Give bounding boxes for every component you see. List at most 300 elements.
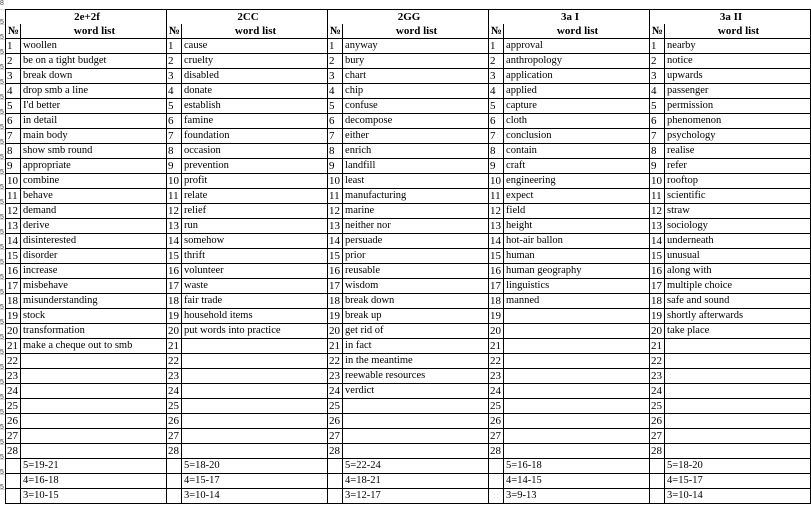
row-number-cell[interactable]: 15 [328, 249, 343, 264]
row-number-cell[interactable]: 22 [167, 354, 182, 369]
group-code-cell[interactable]: 3a II [650, 10, 811, 25]
row-number-cell[interactable]: 27 [489, 429, 504, 444]
word-cell[interactable]: put words into practice [182, 324, 328, 339]
word-cell[interactable]: in fact [343, 339, 489, 354]
row-number-cell[interactable]: 19 [328, 309, 343, 324]
word-cell[interactable] [665, 414, 811, 429]
row-number-cell[interactable]: 10 [167, 174, 182, 189]
row-number-cell[interactable]: 9 [167, 159, 182, 174]
row-number-cell[interactable]: 5 [650, 99, 665, 114]
row-number-cell[interactable]: 7 [650, 129, 665, 144]
word-cell[interactable]: break down [21, 69, 167, 84]
word-cell[interactable]: chart [343, 69, 489, 84]
gutter-row-marker[interactable]: 5 [0, 484, 4, 491]
row-number-cell[interactable]: 18 [328, 294, 343, 309]
grade-range-cell[interactable]: 5=16-18 [504, 459, 650, 474]
row-number-cell[interactable]: 20 [167, 324, 182, 339]
word-cell[interactable]: safe and sound [665, 294, 811, 309]
word-cell[interactable]: field [504, 204, 650, 219]
word-cell[interactable] [504, 309, 650, 324]
gutter-row-marker[interactable]: 5 [0, 424, 4, 431]
word-cell[interactable]: rooftop [665, 174, 811, 189]
row-number-cell[interactable]: 7 [489, 129, 504, 144]
gutter-row-marker[interactable]: 5 [0, 34, 4, 41]
gutter-row-marker[interactable]: 8 [0, 0, 4, 7]
gutter-row-marker[interactable]: 5 [0, 364, 4, 371]
row-number-cell[interactable]: 10 [328, 174, 343, 189]
row-number-cell[interactable]: 15 [167, 249, 182, 264]
grade-range-cell[interactable]: 5=22-24 [343, 459, 489, 474]
empty-cell[interactable] [489, 474, 504, 489]
word-cell[interactable] [21, 384, 167, 399]
word-cell[interactable]: bury [343, 54, 489, 69]
gutter-row-marker[interactable]: 5 [0, 274, 4, 281]
row-number-cell[interactable]: 28 [489, 444, 504, 459]
row-number-cell[interactable]: 11 [489, 189, 504, 204]
row-number-cell[interactable]: 24 [328, 384, 343, 399]
row-number-cell[interactable]: 11 [167, 189, 182, 204]
row-number-cell[interactable]: 8 [650, 144, 665, 159]
word-cell[interactable] [665, 429, 811, 444]
row-number-cell[interactable]: 5 [489, 99, 504, 114]
gutter-row-marker[interactable]: 5 [0, 304, 4, 311]
word-cell[interactable]: take place [665, 324, 811, 339]
row-number-cell[interactable]: 6 [6, 114, 21, 129]
word-cell[interactable]: anthropology [504, 54, 650, 69]
gutter-row-marker[interactable]: 5 [0, 439, 4, 446]
row-number-cell[interactable]: 22 [328, 354, 343, 369]
gutter-row-marker[interactable]: 5 [0, 79, 4, 86]
row-number-cell[interactable]: 25 [6, 399, 21, 414]
word-cell[interactable] [21, 369, 167, 384]
word-cell[interactable]: multiple choice [665, 279, 811, 294]
row-number-cell[interactable]: 3 [650, 69, 665, 84]
gutter-row-marker[interactable]: 5 [0, 154, 4, 161]
word-cell[interactable] [504, 429, 650, 444]
row-number-cell[interactable]: 27 [650, 429, 665, 444]
word-cell[interactable]: manned [504, 294, 650, 309]
gutter-row-marker[interactable]: 5 [0, 229, 4, 236]
word-cell[interactable]: enrich [343, 144, 489, 159]
word-cell[interactable]: misunderstanding [21, 294, 167, 309]
word-cell[interactable]: demand [21, 204, 167, 219]
row-number-cell[interactable]: 26 [167, 414, 182, 429]
word-cell[interactable] [182, 354, 328, 369]
row-number-cell[interactable]: 2 [650, 54, 665, 69]
word-cell[interactable]: upwards [665, 69, 811, 84]
gutter-row-marker[interactable]: 5 [0, 169, 4, 176]
word-cell[interactable]: capture [504, 99, 650, 114]
empty-cell[interactable] [650, 459, 665, 474]
group-code-cell[interactable]: 3a I [489, 10, 650, 25]
row-number-cell[interactable]: 20 [328, 324, 343, 339]
empty-cell[interactable] [6, 489, 21, 504]
row-number-cell[interactable]: 24 [650, 384, 665, 399]
empty-cell[interactable] [489, 459, 504, 474]
row-number-cell[interactable]: 3 [6, 69, 21, 84]
word-cell[interactable] [343, 399, 489, 414]
word-cell[interactable]: craft [504, 159, 650, 174]
grade-range-cell[interactable]: 3=10-15 [21, 489, 167, 504]
row-number-cell[interactable]: 14 [6, 234, 21, 249]
row-number-cell[interactable]: 23 [650, 369, 665, 384]
row-number-cell[interactable]: 2 [167, 54, 182, 69]
word-cell[interactable]: run [182, 219, 328, 234]
grade-range-cell[interactable]: 4=15-17 [182, 474, 328, 489]
word-cell[interactable]: fair trade [182, 294, 328, 309]
row-number-cell[interactable]: 21 [6, 339, 21, 354]
word-cell[interactable] [665, 444, 811, 459]
grade-range-cell[interactable]: 3=12-17 [343, 489, 489, 504]
word-cell[interactable]: get rid of [343, 324, 489, 339]
row-number-cell[interactable]: 14 [328, 234, 343, 249]
empty-cell[interactable] [167, 489, 182, 504]
row-number-cell[interactable]: 4 [650, 84, 665, 99]
word-cell[interactable] [665, 384, 811, 399]
row-number-cell[interactable]: 8 [328, 144, 343, 159]
word-cell[interactable]: approval [504, 39, 650, 54]
word-cell[interactable]: psychology [665, 129, 811, 144]
row-number-cell[interactable]: 26 [328, 414, 343, 429]
row-number-cell[interactable]: 3 [489, 69, 504, 84]
group-code-cell[interactable]: 2e+2f [6, 10, 167, 25]
number-header-cell[interactable]: № [328, 24, 343, 39]
grade-range-cell[interactable]: 4=14-15 [504, 474, 650, 489]
empty-cell[interactable] [650, 489, 665, 504]
row-number-cell[interactable]: 9 [328, 159, 343, 174]
word-cell[interactable] [182, 369, 328, 384]
word-cell[interactable]: human geography [504, 264, 650, 279]
word-cell[interactable] [182, 429, 328, 444]
word-cell[interactable] [182, 444, 328, 459]
row-number-cell[interactable]: 23 [6, 369, 21, 384]
gutter-row-marker[interactable]: 5 [0, 199, 4, 206]
word-cell[interactable] [21, 444, 167, 459]
row-number-cell[interactable]: 21 [167, 339, 182, 354]
word-cell[interactable] [504, 339, 650, 354]
grade-range-cell[interactable]: 5=18-20 [665, 459, 811, 474]
row-number-cell[interactable]: 6 [489, 114, 504, 129]
row-number-cell[interactable]: 17 [650, 279, 665, 294]
word-cell[interactable]: wisdom [343, 279, 489, 294]
row-number-cell[interactable]: 28 [328, 444, 343, 459]
gutter-row-marker[interactable]: 5 [0, 64, 4, 71]
word-cell[interactable]: relate [182, 189, 328, 204]
row-number-cell[interactable]: 18 [6, 294, 21, 309]
gutter-row-marker[interactable]: 5 [0, 454, 4, 461]
grade-range-cell[interactable]: 4=16-18 [21, 474, 167, 489]
word-cell[interactable]: phenomenon [665, 114, 811, 129]
word-cell[interactable]: application [504, 69, 650, 84]
empty-cell[interactable] [328, 459, 343, 474]
row-number-cell[interactable]: 14 [167, 234, 182, 249]
word-cell[interactable] [343, 414, 489, 429]
row-number-cell[interactable]: 28 [650, 444, 665, 459]
row-number-cell[interactable]: 11 [650, 189, 665, 204]
row-number-cell[interactable]: 10 [650, 174, 665, 189]
row-number-cell[interactable]: 21 [328, 339, 343, 354]
word-cell[interactable]: break up [343, 309, 489, 324]
row-number-cell[interactable]: 4 [167, 84, 182, 99]
word-cell[interactable]: increase [21, 264, 167, 279]
word-cell[interactable] [182, 414, 328, 429]
word-cell[interactable] [504, 444, 650, 459]
empty-cell[interactable] [6, 474, 21, 489]
word-cell[interactable]: reewable resources [343, 369, 489, 384]
word-cell[interactable] [665, 354, 811, 369]
row-number-cell[interactable]: 1 [6, 39, 21, 54]
empty-cell[interactable] [167, 459, 182, 474]
row-number-cell[interactable]: 11 [328, 189, 343, 204]
row-number-cell[interactable]: 9 [489, 159, 504, 174]
row-number-cell[interactable]: 1 [650, 39, 665, 54]
word-cell[interactable]: volunteer [182, 264, 328, 279]
word-cell[interactable]: stock [21, 309, 167, 324]
word-cell[interactable] [504, 414, 650, 429]
row-number-cell[interactable]: 17 [6, 279, 21, 294]
word-cell[interactable]: occasion [182, 144, 328, 159]
word-cell[interactable]: underneath [665, 234, 811, 249]
row-number-cell[interactable]: 15 [6, 249, 21, 264]
row-number-cell[interactable]: 7 [6, 129, 21, 144]
row-number-cell[interactable]: 23 [167, 369, 182, 384]
row-number-cell[interactable]: 16 [167, 264, 182, 279]
word-cell[interactable]: nearby [665, 39, 811, 54]
row-number-cell[interactable]: 16 [328, 264, 343, 279]
row-number-cell[interactable]: 24 [6, 384, 21, 399]
word-cell[interactable] [504, 369, 650, 384]
row-number-cell[interactable]: 7 [328, 129, 343, 144]
word-cell[interactable] [21, 429, 167, 444]
word-cell[interactable] [21, 354, 167, 369]
row-number-cell[interactable]: 23 [328, 369, 343, 384]
gutter-row-marker[interactable]: 5 [0, 139, 4, 146]
word-cell[interactable]: applied [504, 84, 650, 99]
gutter-row-marker[interactable]: 5 [0, 334, 4, 341]
row-number-cell[interactable]: 18 [167, 294, 182, 309]
word-cell[interactable]: be on a tight budget [21, 54, 167, 69]
word-cell[interactable]: either [343, 129, 489, 144]
word-cell[interactable] [504, 354, 650, 369]
gutter-row-marker[interactable]: 5 [0, 349, 4, 356]
row-number-cell[interactable]: 4 [6, 84, 21, 99]
word-cell[interactable] [182, 399, 328, 414]
row-number-cell[interactable]: 19 [167, 309, 182, 324]
row-number-cell[interactable]: 6 [650, 114, 665, 129]
grade-range-cell[interactable]: 5=19-21 [21, 459, 167, 474]
gutter-row-marker[interactable]: 5 [0, 469, 4, 476]
row-number-cell[interactable]: 22 [489, 354, 504, 369]
empty-cell[interactable] [328, 489, 343, 504]
word-cell[interactable]: main body [21, 129, 167, 144]
word-cell[interactable]: neither nor [343, 219, 489, 234]
row-number-cell[interactable]: 23 [489, 369, 504, 384]
row-number-cell[interactable]: 12 [167, 204, 182, 219]
row-number-cell[interactable]: 9 [650, 159, 665, 174]
row-number-cell[interactable]: 13 [650, 219, 665, 234]
number-header-cell[interactable]: № [650, 24, 665, 39]
row-number-cell[interactable]: 6 [167, 114, 182, 129]
row-number-cell[interactable]: 20 [489, 324, 504, 339]
word-cell[interactable]: realise [665, 144, 811, 159]
row-number-cell[interactable]: 19 [489, 309, 504, 324]
word-cell[interactable]: engineering [504, 174, 650, 189]
word-cell[interactable] [182, 384, 328, 399]
row-number-cell[interactable]: 13 [167, 219, 182, 234]
gutter-row-marker[interactable]: 5 [0, 319, 4, 326]
row-number-cell[interactable]: 15 [489, 249, 504, 264]
row-number-cell[interactable]: 7 [167, 129, 182, 144]
row-number-cell[interactable]: 19 [6, 309, 21, 324]
word-cell[interactable]: shortly afterwards [665, 309, 811, 324]
word-cell[interactable]: profit [182, 174, 328, 189]
row-number-cell[interactable]: 13 [489, 219, 504, 234]
word-list-header-cell[interactable]: word list [665, 24, 811, 39]
row-number-cell[interactable]: 25 [167, 399, 182, 414]
word-cell[interactable]: contain [504, 144, 650, 159]
word-cell[interactable]: marine [343, 204, 489, 219]
word-cell[interactable] [343, 444, 489, 459]
empty-cell[interactable] [6, 459, 21, 474]
word-cell[interactable]: refer [665, 159, 811, 174]
row-number-cell[interactable]: 16 [650, 264, 665, 279]
row-number-cell[interactable]: 12 [6, 204, 21, 219]
row-number-cell[interactable]: 22 [650, 354, 665, 369]
word-cell[interactable]: woollen [21, 39, 167, 54]
word-cell[interactable]: disabled [182, 69, 328, 84]
row-number-cell[interactable]: 18 [489, 294, 504, 309]
word-cell[interactable]: foundation [182, 129, 328, 144]
row-number-cell[interactable]: 13 [6, 219, 21, 234]
row-number-cell[interactable]: 26 [6, 414, 21, 429]
row-number-cell[interactable]: 20 [650, 324, 665, 339]
gutter-row-marker[interactable]: 5 [0, 124, 4, 131]
gutter-row-marker[interactable]: 5 [0, 214, 4, 221]
gutter-row-marker[interactable]: 5 [0, 289, 4, 296]
row-number-cell[interactable]: 25 [650, 399, 665, 414]
word-cell[interactable]: scientific [665, 189, 811, 204]
gutter-row-marker[interactable]: 5 [0, 49, 4, 56]
word-list-header-cell[interactable]: word list [343, 24, 489, 39]
row-number-cell[interactable]: 17 [328, 279, 343, 294]
word-cell[interactable]: transformation [21, 324, 167, 339]
word-cell[interactable]: verdict [343, 384, 489, 399]
word-cell[interactable]: cruelty [182, 54, 328, 69]
word-cell[interactable]: disinterested [21, 234, 167, 249]
row-number-cell[interactable]: 25 [489, 399, 504, 414]
word-cell[interactable]: donate [182, 84, 328, 99]
word-cell[interactable]: make a cheque out to smb [21, 339, 167, 354]
word-cell[interactable]: disorder [21, 249, 167, 264]
word-list-header-cell[interactable]: word list [21, 24, 167, 39]
gutter-row-marker[interactable]: 5 [0, 184, 4, 191]
word-cell[interactable]: reusable [343, 264, 489, 279]
row-number-cell[interactable]: 4 [489, 84, 504, 99]
word-cell[interactable]: along with [665, 264, 811, 279]
row-number-cell[interactable]: 1 [328, 39, 343, 54]
word-cell[interactable] [665, 339, 811, 354]
row-number-cell[interactable]: 13 [328, 219, 343, 234]
row-number-cell[interactable]: 5 [6, 99, 21, 114]
word-list-header-cell[interactable]: word list [182, 24, 328, 39]
row-number-cell[interactable]: 27 [167, 429, 182, 444]
word-cell[interactable]: break down [343, 294, 489, 309]
row-number-cell[interactable]: 16 [489, 264, 504, 279]
word-cell[interactable] [665, 369, 811, 384]
word-cell[interactable]: notice [665, 54, 811, 69]
word-cell[interactable]: somehow [182, 234, 328, 249]
row-number-cell[interactable]: 12 [328, 204, 343, 219]
word-cell[interactable]: waste [182, 279, 328, 294]
row-number-cell[interactable]: 27 [6, 429, 21, 444]
word-cell[interactable]: establish [182, 99, 328, 114]
word-cell[interactable]: relief [182, 204, 328, 219]
word-cell[interactable] [665, 399, 811, 414]
grade-range-cell[interactable]: 4=18-21 [343, 474, 489, 489]
row-number-cell[interactable]: 17 [167, 279, 182, 294]
word-cell[interactable]: show smb round [21, 144, 167, 159]
word-cell[interactable]: in detail [21, 114, 167, 129]
row-number-cell[interactable]: 25 [328, 399, 343, 414]
grade-range-cell[interactable]: 4=15-17 [665, 474, 811, 489]
grade-range-cell[interactable]: 3=9-13 [504, 489, 650, 504]
row-number-cell[interactable]: 9 [6, 159, 21, 174]
word-cell[interactable]: hot-air ballon [504, 234, 650, 249]
row-number-cell[interactable]: 17 [489, 279, 504, 294]
word-cell[interactable]: decompose [343, 114, 489, 129]
row-number-cell[interactable]: 22 [6, 354, 21, 369]
gutter-row-marker[interactable]: 5 [0, 394, 4, 401]
grade-range-cell[interactable]: 5=18-20 [182, 459, 328, 474]
row-number-cell[interactable]: 5 [167, 99, 182, 114]
word-cell[interactable]: appropriate [21, 159, 167, 174]
word-cell[interactable]: persuade [343, 234, 489, 249]
word-cell[interactable] [504, 399, 650, 414]
word-cell[interactable]: famine [182, 114, 328, 129]
word-cell[interactable]: combine [21, 174, 167, 189]
empty-cell[interactable] [489, 489, 504, 504]
row-number-cell[interactable]: 26 [489, 414, 504, 429]
row-number-cell[interactable]: 15 [650, 249, 665, 264]
row-number-cell[interactable]: 26 [650, 414, 665, 429]
row-number-cell[interactable]: 24 [489, 384, 504, 399]
word-cell[interactable]: in the meantime [343, 354, 489, 369]
empty-cell[interactable] [328, 474, 343, 489]
row-number-cell[interactable]: 16 [6, 264, 21, 279]
number-header-cell[interactable]: № [6, 24, 21, 39]
word-cell[interactable]: unusual [665, 249, 811, 264]
gutter-row-marker[interactable]: 5 [0, 409, 4, 416]
row-number-cell[interactable]: 10 [6, 174, 21, 189]
row-number-cell[interactable]: 24 [167, 384, 182, 399]
word-cell[interactable]: sociology [665, 219, 811, 234]
word-cell[interactable]: cause [182, 39, 328, 54]
word-cell[interactable] [21, 399, 167, 414]
row-number-cell[interactable]: 5 [328, 99, 343, 114]
row-number-cell[interactable]: 27 [328, 429, 343, 444]
word-cell[interactable]: prior [343, 249, 489, 264]
word-cell[interactable]: drop smb a line [21, 84, 167, 99]
word-cell[interactable] [504, 324, 650, 339]
word-cell[interactable]: straw [665, 204, 811, 219]
grade-range-cell[interactable]: 3=10-14 [665, 489, 811, 504]
row-number-cell[interactable]: 2 [489, 54, 504, 69]
gutter-row-marker[interactable]: 5 [0, 244, 4, 251]
gutter-row-marker[interactable]: 5 [0, 109, 4, 116]
row-number-cell[interactable]: 8 [6, 144, 21, 159]
row-number-cell[interactable]: 14 [489, 234, 504, 249]
word-cell[interactable]: behave [21, 189, 167, 204]
